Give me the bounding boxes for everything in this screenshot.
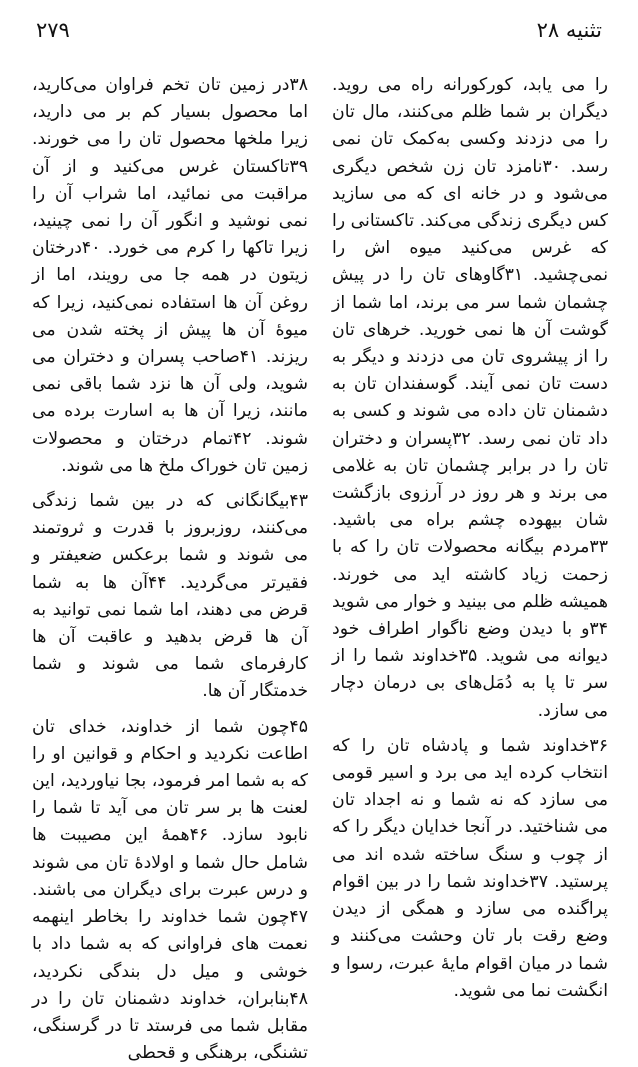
paragraph: ۴۵چون شما از خداوند، خدای تان اطاعت نکردید و احکام و قوانین او را که به شما امر فرمود، بجا نیاوردید، این لعنت ها بر سر تان می آید تا شما را نابود سازد. ۴۶همهٔ این مصیبت ها شامل حال شما و اولادهٔ تان می شوند و درس عبرت برای دیگران می باشند. ۴۷چون شما خداوند را بخاطر اینهمه نعمت های فراوانی که به شما داد با خوشی و میل دل بندگی نکردید، ۴۸بنابران، خداوند دشمنان تان را در مقابل شما می فرستد تا در گرسنگی، تشنگی، برهنگی و قحطی (32, 716, 308, 1064)
paragraph: ۳۶خداوند شما و پادشاه تان را که انتخاب کرده اید می برد و اسیر قومی می سازد که نه شما و نه اجداد تان می شناختید. در آنجا خدایان دیگر را که از چوب و سنگ ساخته شده اند می پرستید. ۳۷خداوند شما را در بین اقوام پراگنده می سازد و همگی از دیدن وضع رقت بار تان وحشت می‌کنند و شما در میان اقوام مایهٔ عبرت، رسوا و انگشت نما می شوید. (332, 735, 609, 1001)
page-number: ۲۷۹ (36, 18, 70, 42)
left-text-column (32, 72, 308, 1067)
page-header (28, 14, 610, 50)
paragraph: ۳۸در زمین تان تخم فراوان می‌کارید، اما محصول بسیار کم بر می دارید، زیرا ملخها محصول تان را می خورند. ۳۹تاکستان غرس می‌کنید و از آن مراقبت می نمائید، اما شراب آن را نمی نوشید و انگور آن را نمی چینید، زیرا تاکها را کرم می خورد. ۴۰درختان زیتون در همه جا می رویند، اما از روغن آن ها استفاده نمی‌کنید، زیرا که میوهٔ آن ها پیش از پخته شدن می ریزند. ۴۱صاحب پسران و دختران می شوید، ولی آن ها نزد شما باقی نمی مانند، زیرا آن ها به اسارت برده می شوند. ۴۲تمام درختان و محصولات زمین تان خوراک ملخ ها می شوند. (32, 75, 308, 476)
right-text-column (332, 72, 608, 1005)
running-head: تثنیه ۲۸ (536, 18, 602, 42)
paragraph: ۴۳بیگانگانی که در بین شما زندگی می‌کنند، روزبروز با قدرت و ثروتمند می شوند و شما برعکس ضعیفتر و فقیرتر می‌گردید. ۴۴آن ها به شما قرض می دهند، اما شما نمی توانید به آن ها قرض بدهید و عاقبت آن ها کارفرمای شما می شوند و شما خدمتگار آن ها. (32, 491, 308, 702)
paragraph: را می یابد، کورکورانه راه می روید. دیگران بر شما ظلم می‌کنند، مال تان را می دزدند وکسی به‌کمک تان نمی رسد. ۳۰نامزد تان زن شخص دیگری می‌شود و در خانه ای که می سازید کس دیگری زندگی می‌کند. تاکستانی را که غرس می‌کنید میوه اش را نمی‌چشید. ۳۱گاوهای تان را در پیش چشمان شما سر می برند، اما شما از گوشت آن ها نمی خورید. خرهای تان را از پیشروی تان می دزدند و دیگر به دست تان نمی آیند. گوسفندان تان به دشمنان تان داده می شوند و کسی به داد تان نمی رسد. ۳۲پسران و دختران تان را در برابر چشمان تان به غلامی می برند و هر روز در آرزوی بازگشت شان بیهوده چشم براه می باشید. ۳۳مردم بیگانه محصولات تان را که با زحمت زیاد کاشته اید می خورند. همیشه ظلم می بینید و خوار می شوید ۳۴و با دیدن وضع ناگوار اطراف خود دیوانه می شوید. ۳۵خداوند شما را از سر تا پا به دُمَل‌های بی درمان دچار می سازد. (332, 75, 609, 721)
